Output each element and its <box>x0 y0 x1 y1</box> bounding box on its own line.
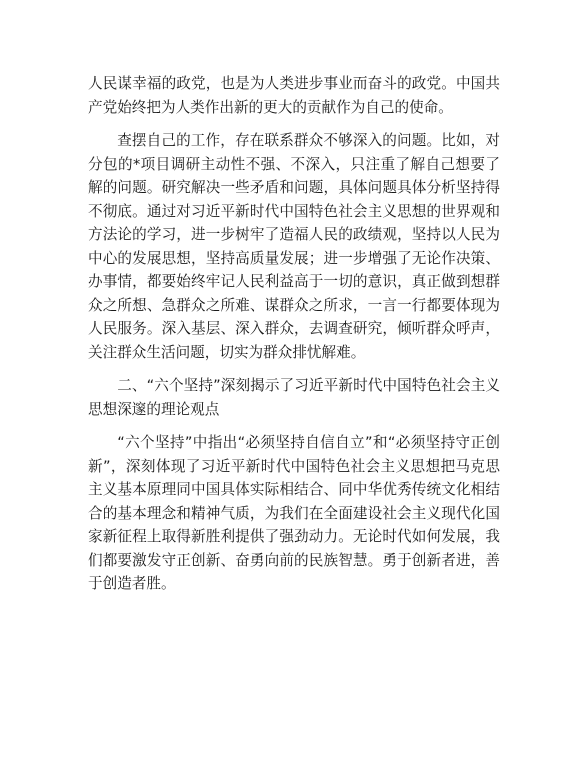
paragraph-self-review: 查摆自己的工作，存在联系群众不够深入的问题。比如，对分包的*项目调研主动性不强、不深入，只注重了解自己想要了解的问题。研究解决一些矛盾和问题，具体问题具体分析坚持得不彻底。通过对习近平新时代中国特色社会主义思想的世界观和方法论的学习，进一步树牢了造福人民的政绩观，坚持以人民为中心的发展思想，坚持高质量发展；进一步增强了无论作决策、办事情，都要始终牢记人民利益高于一切的意识，真正做到想群众之所想、急群众之所难、谋群众之所求，一言一行都要体现为人民服务。深入基层、深入群众，去调查研究，倾听群众呼声，关注群众生活问题，切实为群众排忧解难。 <box>88 132 500 361</box>
section-heading-two: 二、“六个坚持”深刻揭示了习近平新时代中国特色社会主义思想深邃的理论观点 <box>88 377 500 418</box>
paragraph-continuation: 人民谋幸福的政党，也是为人类进步事业而奋斗的政党。中国共产党始终把为人类作出新的更大的贡献作为自己的使命。 <box>88 75 500 116</box>
document-body <box>88 72 500 596</box>
paragraph-six-persistences: “六个坚持”中指出“必须坚持自信自立”和“必须坚持守正创新”，深刻体现了习近平新时代中国特色社会主义思想把马克思主义基本原理同中国具体实际相结合、同中华优秀传统文化相结合的基本理念和精神气质，为我们在全面建设社会主义现代化国家新征程上取得新胜利提供了强劲动力。无论时代如何发展，我们都要激发守正创新、奋勇向前的民族智慧。勇于创新者进，善于创造者胜。 <box>88 434 500 592</box>
